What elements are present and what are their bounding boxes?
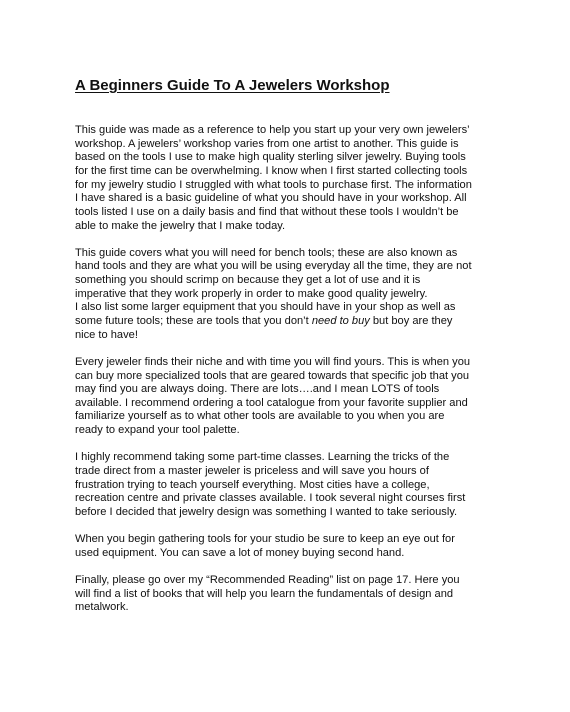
text-line: This guide covers what you will need for bench tools; these are also known as (75, 246, 458, 259)
page-title: A Beginners Guide To A Jewelers Workshop (75, 77, 390, 94)
text-line: may find you are always doing. There are lots….and I mean LOTS of tools (75, 383, 440, 396)
paragraph-intro (75, 124, 515, 233)
text-line-with-emphasis (75, 315, 515, 329)
text-line: before I decided that jewelry design was something I wanted to take seriously. (75, 505, 458, 518)
text-line: will find a list of books that will help you learn the fundamentals of design and (75, 587, 454, 600)
text-line: able to make the jewelry that I make today. (75, 219, 286, 232)
text-line: metalwork. (75, 601, 129, 614)
paragraph-niche (75, 356, 515, 438)
text-line: something you should scrimp on because they get a lot of use and it is (75, 274, 421, 287)
text-segment: but boy are they (369, 315, 453, 328)
text-line: When you begin gathering tools for your studio be sure to keep an eye out for (75, 533, 455, 546)
text-line: Every jeweler finds their niche and with time you will find yours. This is when you (75, 355, 471, 368)
text-line: trade direct from a master jeweler is priceless and will save you hours of (75, 464, 429, 477)
text-line: can buy more specialized tools that are geared towards that specific job that you (75, 369, 470, 382)
text-line: familiarize yourself as to what other tools are available to you when you are (75, 410, 445, 423)
text-line: This guide was made as a reference to help you start up your very own jewelers’ (75, 124, 470, 136)
body-text (75, 124, 515, 628)
text-line: ready to expand your tool palette. (75, 424, 240, 437)
paragraph-bench-tools (75, 247, 515, 343)
text-line: used equipment. You can save a lot of money buying second hand. (75, 546, 405, 559)
text-line: for my jewelry studio I struggled with what tools to purchase first. The information (75, 178, 472, 191)
text-segment: some future tools; these are tools that you don’t (75, 315, 312, 328)
text-line: Finally, please go over my “Recommended Reading” list on page 17. Here you (75, 573, 460, 586)
text-line: recreation centre and private classes available. I took several night courses first (75, 492, 466, 505)
text-line: I have shared is a basic guideline of what you should have in your workshop. All (75, 192, 467, 205)
paragraph-used-equipment (75, 533, 515, 560)
text-line: I highly recommend taking some part-time classes. Learning the tricks of the (75, 451, 450, 464)
text-line: nice to have! (75, 328, 138, 341)
text-line: hand tools and they are what you will be using everyday all the time, they are not (75, 260, 472, 273)
text-line: frustration trying to teach yourself everything. Most cities have a college, (75, 478, 430, 491)
text-line: for the first time can be overwhelming. I know when I first started collecting tools (75, 164, 468, 177)
text-line: available. I recommend ordering a tool catalogue from your favorite supplier and (75, 396, 468, 409)
text-line: based on the tools I use to make high quality sterling silver jewelry. Buying tools (75, 151, 466, 164)
paragraph-classes (75, 451, 515, 519)
text-line: workshop. A jewelers’ workshop varies from one artist to another. This guide is (75, 137, 459, 150)
text-line: tools listed I use on a daily basis and find that without these tools I wouldn’t be (75, 205, 459, 218)
emphasized-text: need to buy (311, 315, 370, 328)
text-line: imperative that they work properly in order to make good quality jewelry. (75, 287, 428, 300)
paragraph-reading-list (75, 574, 515, 615)
text-line: I also list some larger equipment that you should have in your shop as well as (75, 301, 456, 314)
